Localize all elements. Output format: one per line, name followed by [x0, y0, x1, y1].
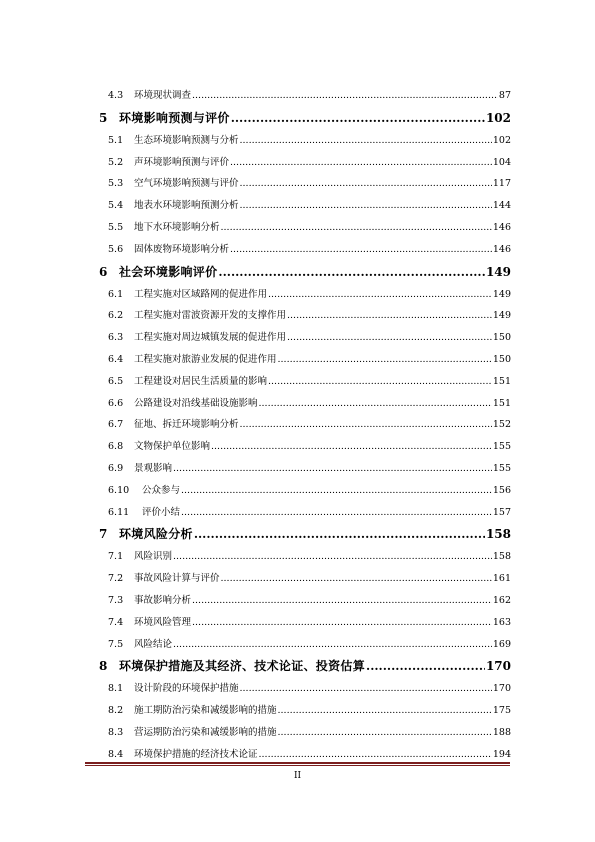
toc-entry-title: 地表水环境影响预测分析	[134, 200, 239, 212]
toc-section-entry[interactable]	[99, 219, 511, 241]
toc-section-entry[interactable]	[99, 548, 511, 570]
toc-section-entry[interactable]	[99, 395, 511, 417]
toc-entry-number: 6.1	[108, 288, 124, 300]
toc-section-entry[interactable]	[99, 724, 511, 746]
toc-entry-title: 生态环境影响预测与分析	[134, 134, 239, 146]
toc-entry-page: 117	[492, 178, 511, 190]
toc-entry-number: 8.4	[108, 748, 124, 760]
toc-entry-title: 环境保护措施的经济技术论证	[134, 748, 258, 760]
table-of-contents	[99, 87, 511, 768]
toc-entry-number: 5.5	[108, 221, 124, 233]
toc-entry-title: 固体废物环境影响分析	[134, 243, 230, 255]
toc-entry-title: 风险结论	[134, 638, 173, 650]
toc-section-entry[interactable]	[99, 197, 511, 219]
toc-entry-number: 5.2	[108, 156, 124, 168]
toc-dot-leader	[240, 200, 492, 211]
toc-section-entry[interactable]	[99, 636, 511, 658]
toc-entry-number: 6.3	[108, 332, 124, 344]
toc-entry-title: 营运期防治污染和减缓影响的措施	[134, 726, 277, 738]
toc-dot-leader	[366, 659, 485, 673]
toc-dot-leader	[181, 507, 492, 518]
toc-section-entry[interactable]	[99, 373, 511, 395]
toc-chapter-entry[interactable]	[99, 525, 511, 548]
toc-dot-leader	[240, 683, 492, 694]
toc-entry-number: 6.9	[108, 462, 124, 474]
toc-entry-page: 151	[492, 375, 511, 387]
toc-section-entry[interactable]	[99, 307, 511, 329]
toc-dot-leader	[230, 244, 492, 255]
toc-chapter-entry[interactable]	[99, 657, 511, 680]
toc-section-entry[interactable]	[99, 416, 511, 438]
toc-dot-leader	[240, 419, 492, 430]
toc-entry-number: 5	[99, 110, 108, 125]
toc-dot-leader	[240, 178, 492, 189]
toc-chapter-entry[interactable]	[99, 109, 511, 132]
toc-entry-title: 景观影响	[134, 462, 173, 474]
toc-dot-leader	[181, 485, 492, 496]
toc-dot-leader	[173, 639, 492, 650]
toc-entry-page: 170	[485, 659, 511, 674]
toc-entry-title: 工程实施对区域路网的促进作用	[134, 288, 268, 300]
toc-entry-number: 6.5	[108, 375, 124, 387]
toc-dot-leader	[259, 749, 492, 760]
toc-entry-page: 149	[492, 288, 511, 300]
toc-entry-page: 152	[492, 419, 511, 431]
toc-entry-page: 188	[492, 726, 511, 738]
toc-section-entry[interactable]	[99, 351, 511, 373]
toc-dot-leader	[268, 376, 492, 387]
toc-section-entry[interactable]	[99, 87, 511, 109]
toc-section-entry[interactable]	[99, 329, 511, 351]
toc-entry-page: 104	[492, 156, 511, 168]
toc-entry-number: 8.2	[108, 705, 124, 717]
toc-entry-title: 文物保护单位影响	[134, 441, 211, 453]
toc-entry-number: 5.6	[108, 243, 124, 255]
toc-section-entry[interactable]	[99, 482, 511, 504]
toc-entry-page: 158	[492, 551, 511, 563]
toc-entry-number: 6.8	[108, 441, 124, 453]
toc-dot-leader	[278, 727, 492, 738]
toc-entry-title: 事故风险计算与评价	[134, 573, 220, 585]
toc-section-entry[interactable]	[99, 241, 511, 263]
toc-entry-title: 征地、拆迁环境影响分析	[134, 419, 239, 431]
toc-entry-page: 157	[492, 506, 511, 518]
toc-entry-page: 146	[492, 221, 511, 233]
toc-entry-number: 6.10	[108, 484, 130, 496]
toc-dot-leader	[240, 135, 492, 146]
toc-entry-page: 162	[492, 594, 511, 606]
toc-entry-title: 工程实施对周边城镇发展的促进作用	[134, 332, 287, 344]
toc-dot-leader	[268, 289, 492, 300]
toc-entry-page: 161	[492, 573, 511, 585]
toc-dot-leader	[230, 157, 492, 168]
toc-entry-page: 151	[492, 397, 511, 409]
toc-dot-leader	[287, 332, 492, 343]
toc-section-entry[interactable]	[99, 504, 511, 526]
toc-entry-title: 环境现状调查	[134, 90, 192, 101]
toc-entry-page: 150	[492, 353, 511, 365]
toc-entry-title: 环境风险分析	[119, 527, 193, 542]
toc-entry-title: 社会环境影响评价	[119, 264, 218, 279]
toc-entry-number: 7.4	[108, 616, 124, 628]
toc-section-entry[interactable]	[99, 614, 511, 636]
toc-dot-leader	[173, 463, 492, 474]
toc-section-entry[interactable]	[99, 438, 511, 460]
toc-entry-title: 评价小结	[142, 506, 181, 518]
toc-dot-leader	[278, 354, 492, 365]
toc-section-entry[interactable]	[99, 702, 511, 724]
toc-entry-page: 102	[492, 134, 511, 146]
toc-entry-title: 事故影响分析	[134, 594, 192, 606]
toc-entry-page: 194	[492, 748, 511, 760]
toc-entry-page: 102	[485, 110, 511, 125]
toc-entry-number: 4.3	[108, 90, 124, 101]
toc-entry-title: 环境影响预测与评价	[119, 110, 230, 125]
toc-entry-number: 7.5	[108, 638, 124, 650]
toc-entry-number: 8	[99, 659, 108, 674]
toc-entry-title: 公众参与	[142, 484, 181, 496]
toc-section-entry[interactable]	[99, 460, 511, 482]
toc-dot-leader	[192, 595, 492, 606]
toc-entry-number: 6.11	[108, 506, 130, 518]
toc-entry-number: 5.1	[108, 134, 124, 146]
toc-dot-leader	[192, 617, 492, 628]
toc-entry-title: 风险识别	[134, 551, 173, 563]
toc-entry-title: 环境保护措施及其经济、技术论证、投资估算	[119, 659, 366, 674]
toc-dot-leader	[221, 573, 492, 584]
toc-entry-number: 5.4	[108, 200, 124, 212]
toc-entry-number: 6	[99, 264, 108, 279]
toc-entry-page: 156	[492, 484, 511, 496]
toc-entry-page: 146	[492, 243, 511, 255]
toc-section-entry[interactable]	[99, 286, 511, 308]
toc-dot-leader	[173, 551, 492, 562]
toc-entry-number: 7.2	[108, 573, 124, 585]
footer-rule-thin	[85, 765, 510, 766]
toc-entry-page: 155	[492, 441, 511, 453]
toc-dot-leader	[211, 441, 492, 452]
toc-dot-leader	[287, 310, 492, 321]
toc-entry-number: 6.6	[108, 397, 124, 409]
toc-entry-page: 144	[492, 200, 511, 212]
toc-entry-page: 170	[492, 683, 511, 695]
page-number: II	[293, 771, 302, 781]
toc-entry-title: 环境风险管理	[134, 616, 192, 628]
toc-entry-title: 工程实施对雷波资源开发的支撑作用	[134, 310, 287, 322]
toc-dot-leader	[218, 265, 485, 279]
toc-entry-number: 5.3	[108, 178, 124, 190]
toc-dot-leader	[259, 398, 492, 409]
toc-entry-number: 6.2	[108, 310, 124, 322]
toc-entry-number: 8.3	[108, 726, 124, 738]
toc-entry-title: 工程建设对居民生活质量的影响	[134, 375, 268, 387]
toc-entry-title: 工程实施对旅游业发展的促进作用	[134, 353, 277, 365]
toc-section-entry[interactable]	[99, 680, 511, 702]
toc-entry-page: 169	[492, 638, 511, 650]
footer-rule	[85, 762, 510, 764]
toc-entry-page: 155	[492, 462, 511, 474]
toc-entry-title: 声环境影响预测与评价	[134, 156, 230, 168]
toc-entry-page: 149	[485, 264, 511, 279]
toc-entry-page: 87	[498, 90, 511, 101]
toc-entry-page: 150	[492, 332, 511, 344]
toc-entry-page: 175	[492, 705, 511, 717]
toc-dot-leader	[278, 705, 492, 716]
toc-chapter-entry[interactable]	[99, 263, 511, 286]
toc-dot-leader	[194, 527, 485, 541]
toc-entry-number: 6.4	[108, 353, 124, 365]
toc-entry-number: 6.7	[108, 419, 124, 431]
toc-section-entry[interactable]	[99, 132, 511, 154]
toc-entry-number: 7.1	[108, 551, 124, 563]
toc-entry-number: 7	[99, 527, 108, 542]
toc-section-entry[interactable]	[99, 570, 511, 592]
toc-dot-leader	[221, 222, 492, 233]
toc-section-entry[interactable]	[99, 592, 511, 614]
toc-entry-title: 空气环境影响预测与评价	[134, 178, 239, 190]
toc-dot-leader	[192, 90, 498, 101]
toc-entry-page: 158	[485, 527, 511, 542]
toc-entry-title: 公路建设对沿线基础设施影响	[134, 397, 258, 409]
toc-entry-title: 施工期防治污染和减缓影响的措施	[134, 705, 277, 717]
toc-dot-leader	[231, 111, 485, 125]
toc-entry-page: 149	[492, 310, 511, 322]
toc-entry-number: 7.3	[108, 594, 124, 606]
toc-entry-title: 设计阶段的环境保护措施	[134, 683, 239, 695]
toc-entry-number: 8.1	[108, 683, 124, 695]
toc-entry-page: 163	[492, 616, 511, 628]
toc-section-entry[interactable]	[99, 154, 511, 176]
toc-entry-title: 地下水环境影响分析	[134, 221, 220, 233]
toc-section-entry[interactable]	[99, 175, 511, 197]
